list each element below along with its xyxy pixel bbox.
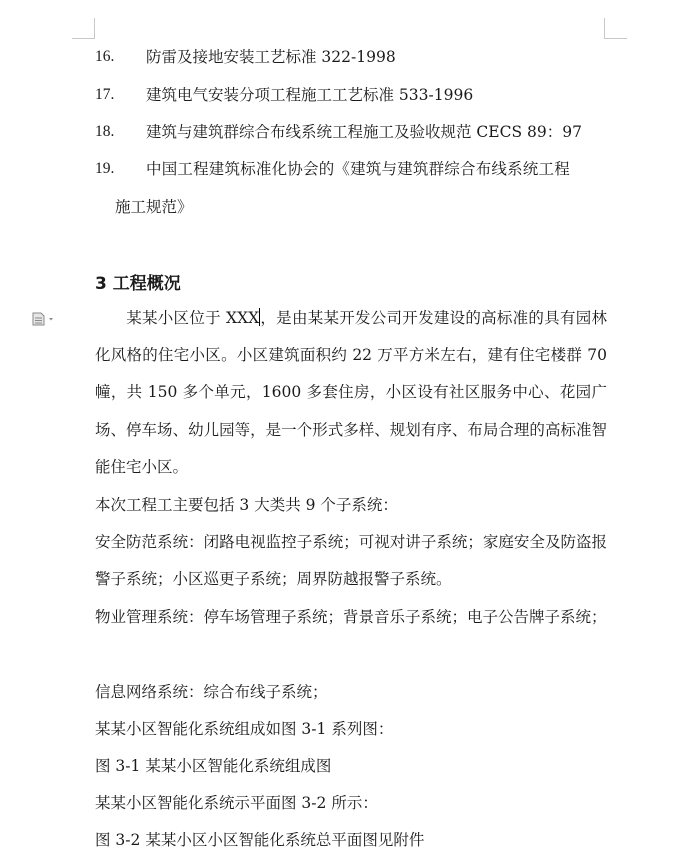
body-line: 某某小区智能化系统组成如图 3-1 系列图： <box>95 720 394 738</box>
list-item-number: 16. <box>95 48 115 65</box>
list-item-number: 19. <box>95 160 115 177</box>
list-item-text-continued: 施工规范》 <box>115 198 193 216</box>
body-line: 信息网络系统：综合布线子系统； <box>95 683 328 701</box>
list-item-text: 防雷及接地安装工艺标准 322-1998 <box>146 48 396 66</box>
body-paragraph: 物业管理系统：停车场管理子系统；背景音乐子系统；电子公告牌子系统； <box>95 608 607 626</box>
list-item-number: 17. <box>95 86 115 103</box>
list-item-number: 18. <box>95 123 115 140</box>
body-paragraph: 安全防范系统：闭路电视监控子系统；可视对讲子系统；家庭安全及防盗报警子系统；小区巡更子系统；周界防越报警子系统。 <box>95 533 607 589</box>
figure-caption: 图 3-2 某某小区小区智能化系统总平面图见附件 <box>95 831 425 849</box>
body-paragraph <box>95 300 607 486</box>
list-item-text: 建筑与建筑群综合布线系统工程施工及验收规范 CECS 89：97 <box>146 123 582 141</box>
document-icon[interactable] <box>32 311 58 325</box>
figure-caption: 图 3-1 某某小区智能化系统组成图 <box>95 757 332 775</box>
paragraph-text: ，是由某某开发公司开发建设的高标准的具有园林化风格的住宅小区。小区建筑面积约 22 万平方米左右，建有住宅楼群 70 幢，共 150 多个单元，1600 多套住房，小区设有社区服务中心、花园广场、停车场、幼儿园等，是一个形式多样、规划有序、布局合理的高标准智能住宅小区。 <box>95 309 607 476</box>
body-line: 本次工程工主要包括 3 大类共 9 个子系统： <box>95 496 398 514</box>
crop-mark-top-right <box>604 18 627 39</box>
section-heading: 3 工程概况 <box>95 274 181 294</box>
list-item-text: 建筑电气安装分项工程施工工艺标准 533-1996 <box>146 86 474 104</box>
crop-mark-top-left <box>72 18 95 39</box>
paragraph-text: 某某小区位于 XXX <box>126 309 260 327</box>
body-line: 某某小区智能化系统示平面图 3-2 所示： <box>95 794 378 812</box>
list-item-text: 中国工程建筑标准化协会的《建筑与建筑群综合布线系统工程 <box>146 160 570 178</box>
